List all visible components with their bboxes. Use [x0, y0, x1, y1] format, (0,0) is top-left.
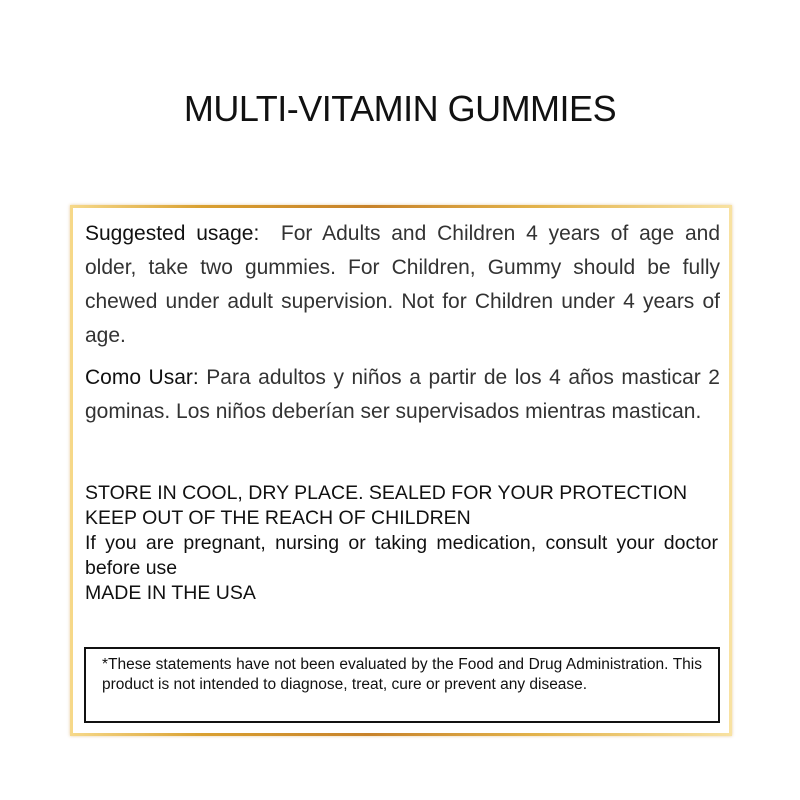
usage-english-text: For Adults and Children 4 years of age and older, take two gummies. For Children, Gummy should be fully chewed under adult supervision. Not for Children under 4 years of age. — [85, 222, 720, 347]
usage-english — [85, 217, 720, 353]
origin-statement: MADE IN THE USA — [85, 582, 256, 604]
storage-warnings — [85, 481, 718, 606]
usage-spanish-label: Como Usar: — [85, 366, 199, 389]
product-title: MULTI-VITAMIN GUMMIES — [183, 88, 617, 129]
pregnancy-warning: If you are pregnant, nursing or taking medication, consult your doctor before use — [85, 532, 718, 579]
fda-disclaimer: *These statements have not been evaluated by the Food and Drug Administration. This product is not intended to diagnose, treat, cure or prevent any disease. — [84, 647, 720, 723]
usage-spanish — [85, 361, 720, 429]
label-panel-inner — [73, 208, 729, 733]
label-panel — [70, 205, 732, 736]
usage-spanish-text: Para adultos y niños a partir de los 4 años masticar 2 gominas. Los niños deberían ser supervisados mientras mastican. — [85, 366, 720, 423]
storage-instruction: STORE IN COOL, DRY PLACE. SEALED FOR YOUR PROTECTION — [85, 482, 688, 504]
usage-english-label: Suggested usage: — [85, 222, 260, 245]
usage-section — [85, 217, 720, 429]
children-warning: KEEP OUT OF THE REACH OF CHILDREN — [85, 507, 471, 529]
